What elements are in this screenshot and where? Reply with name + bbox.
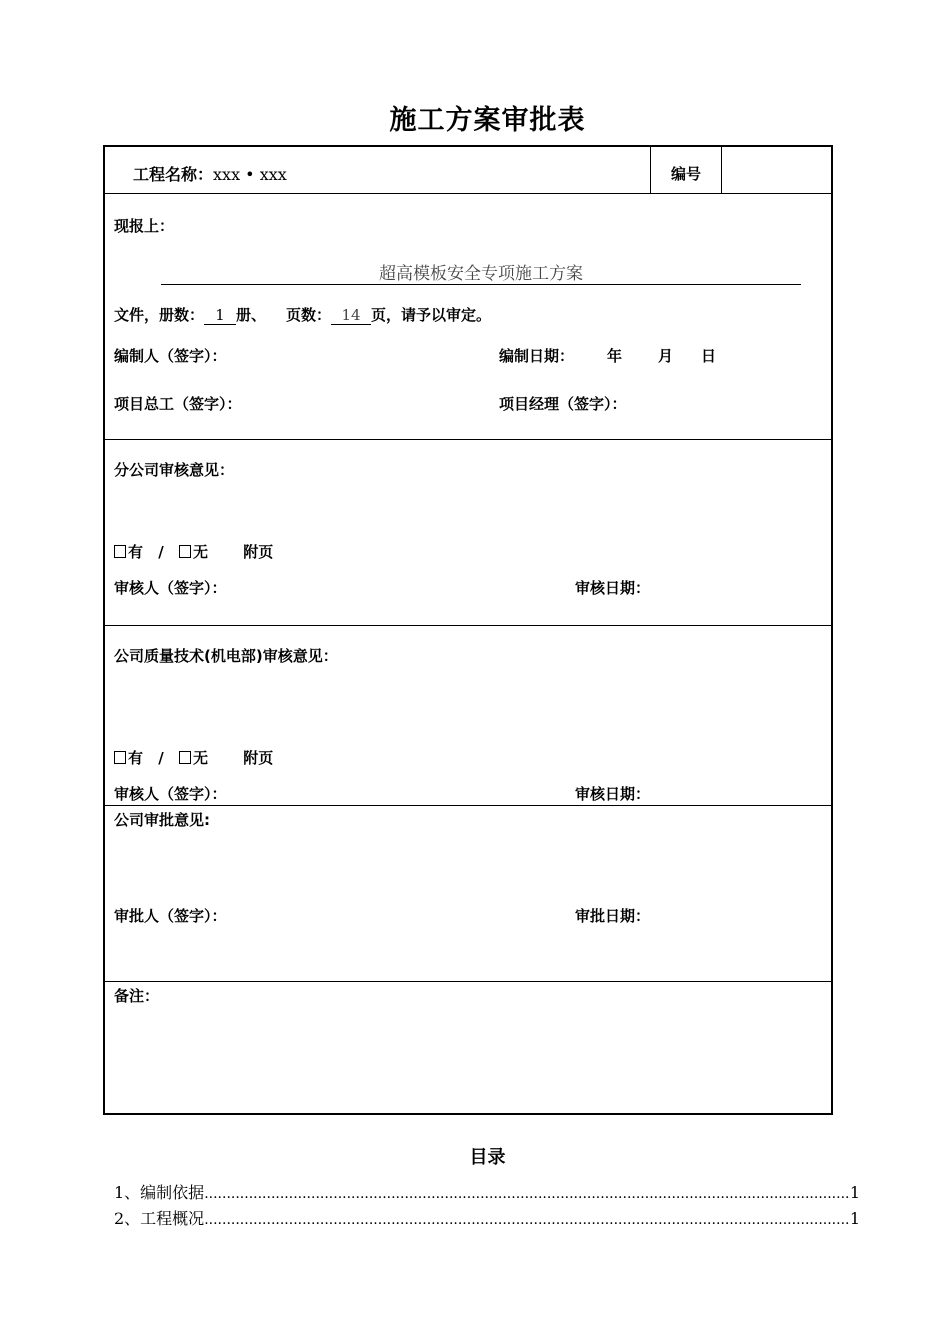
compiler-label: 编制人（签字）： <box>114 347 227 365</box>
has-checkbox[interactable] <box>114 751 126 764</box>
toc-title: 目录 <box>469 1147 506 1168</box>
branch-reviewer-label: 审核人（签字）： <box>114 579 227 597</box>
project-name-value: xxx • xxx <box>213 165 287 184</box>
toc-item-label: 1、编制依据 <box>114 1183 205 1202</box>
quality-attachment-line <box>114 747 273 768</box>
none-checkbox[interactable] <box>179 545 191 558</box>
divider <box>105 625 831 626</box>
divider <box>105 805 831 806</box>
quality-review-date-label: 审核日期： <box>575 785 651 803</box>
compile-date-label: 编制日期： <box>499 347 575 365</box>
number-label: 编号 <box>671 165 702 183</box>
slash: / <box>158 749 164 767</box>
pages-label: 页数： <box>286 306 332 324</box>
toc-item[interactable] <box>114 1206 860 1229</box>
pages-value: 14 <box>331 306 371 325</box>
pages-suffix: 页，请予以审定。 <box>371 306 492 324</box>
branch-attachment-line <box>114 541 273 562</box>
approver-label: 审批人（签字）： <box>114 907 227 925</box>
branch-review-date-label: 审核日期： <box>575 579 651 597</box>
divider <box>105 439 831 440</box>
none-checkbox[interactable] <box>179 751 191 764</box>
divider <box>650 147 651 193</box>
toc-item-label: 2、工程概况 <box>114 1209 205 1228</box>
slash: / <box>158 543 164 561</box>
company-opinion-label: 公司审批意见: <box>114 811 210 829</box>
document-name: 超高模板安全专项施工方案 <box>161 259 801 285</box>
divider <box>105 981 831 982</box>
toc-item[interactable] <box>114 1180 860 1203</box>
branch-opinion-label: 分公司审核意见： <box>114 461 235 479</box>
page-title: 施工方案审批表 <box>389 105 586 136</box>
attachment-label: 附页 <box>243 749 274 767</box>
approval-form <box>103 145 833 1115</box>
chief-engineer-label: 项目总工（签字）： <box>114 395 242 413</box>
month-label: 月 <box>658 347 674 365</box>
has-label: 有 <box>128 543 144 561</box>
project-name-field <box>133 162 287 185</box>
none-label: 无 <box>192 749 208 767</box>
divider <box>105 193 831 194</box>
approval-date-label: 审批日期： <box>575 907 651 925</box>
has-checkbox[interactable] <box>114 545 126 558</box>
day-label: 日 <box>701 347 717 365</box>
toc-leader <box>204 1212 850 1228</box>
toc-leader <box>204 1186 850 1202</box>
project-manager-label: 项目经理（签字）： <box>499 395 627 413</box>
toc-item-page: 1 <box>849 1209 860 1228</box>
quality-reviewer-label: 审核人（签字）： <box>114 785 227 803</box>
file-count-line <box>114 304 491 325</box>
toc-item-page: 1 <box>849 1183 860 1202</box>
quality-opinion-label: 公司质量技术(机电部)审核意见： <box>114 647 338 665</box>
report-label: 现报上： <box>114 217 175 235</box>
year-label: 年 <box>607 347 623 365</box>
volumes-unit: 册、 <box>236 306 267 324</box>
project-name-label: 工程名称： <box>133 165 214 184</box>
file-label: 文件，册数： <box>114 306 205 324</box>
volumes-value: 1 <box>204 306 236 325</box>
divider <box>721 147 722 193</box>
has-label: 有 <box>128 749 144 767</box>
remarks-label: 备注： <box>114 987 160 1005</box>
attachment-label: 附页 <box>243 543 274 561</box>
none-label: 无 <box>192 543 208 561</box>
